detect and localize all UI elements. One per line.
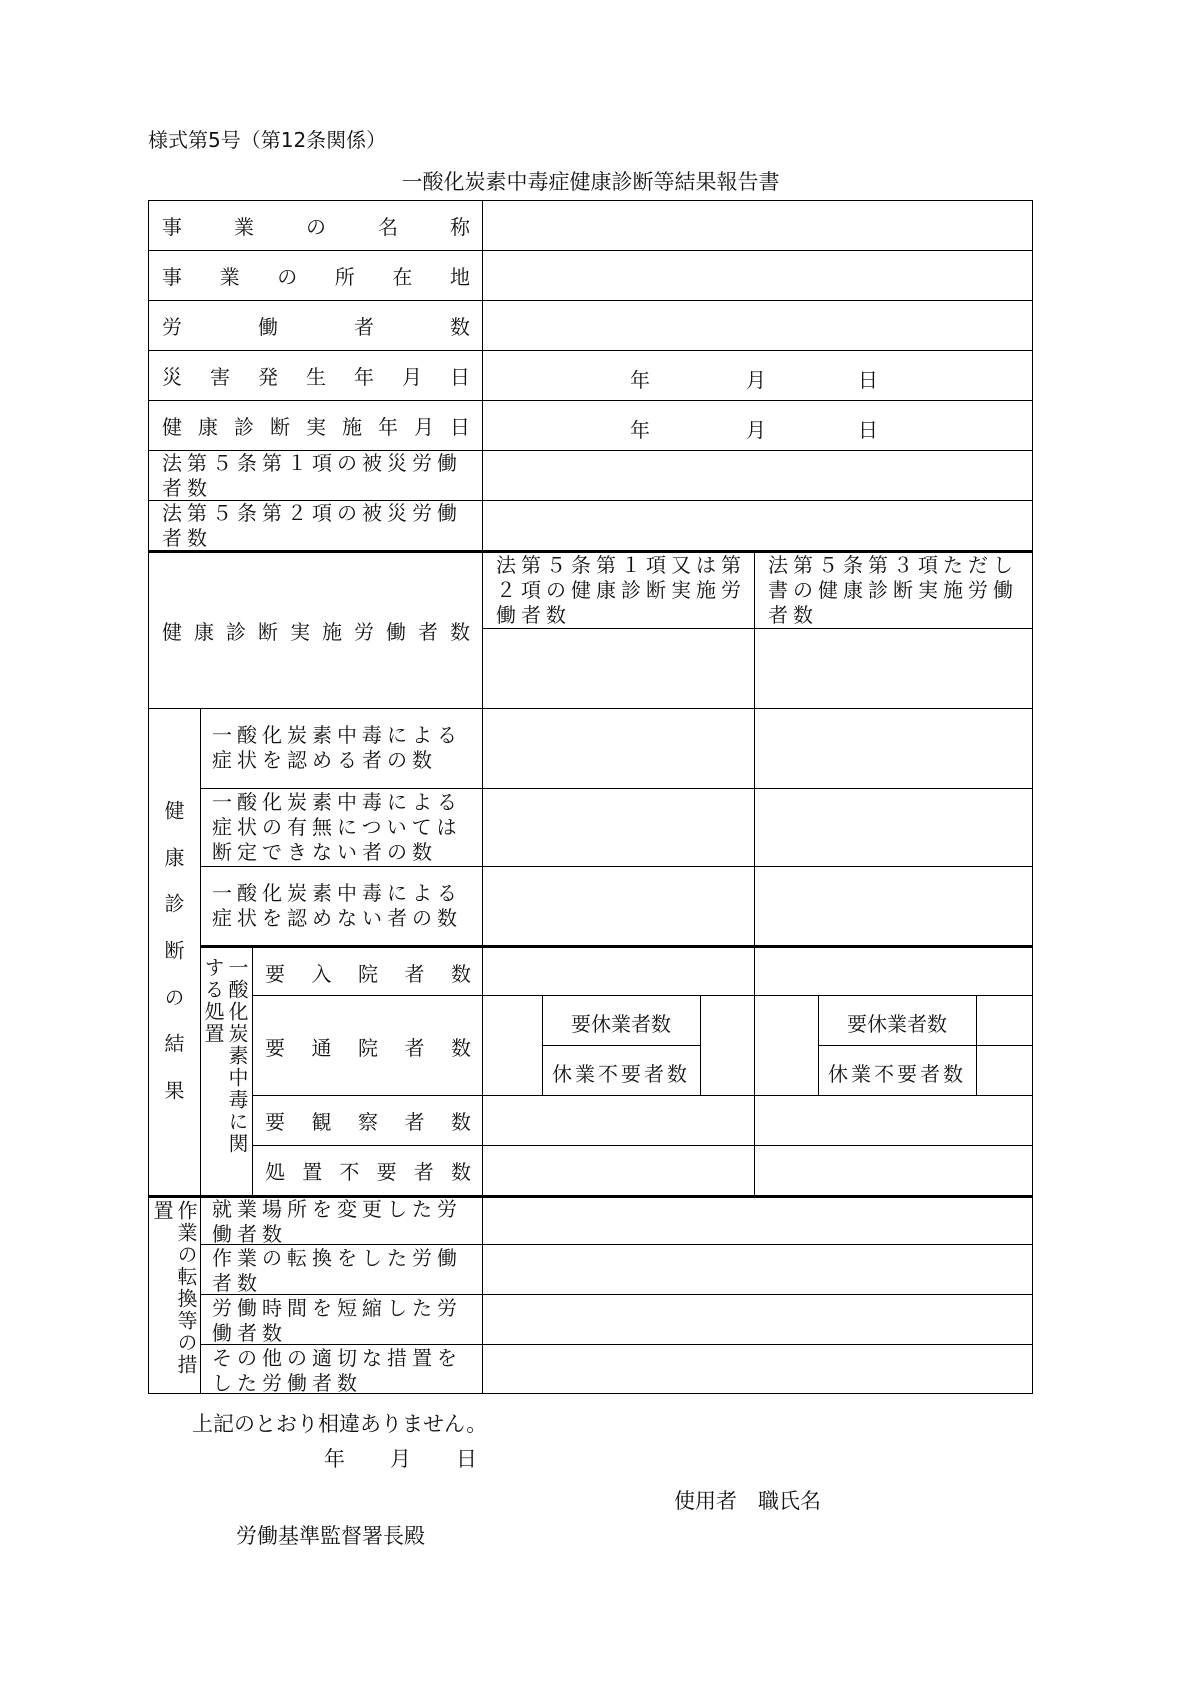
measures-group-label: 作業の転換等の措置: [150, 1200, 198, 1376]
exam-day: 日: [858, 418, 878, 442]
victims-art5-p1-label: 法第５条第１項の被災労働者数: [162, 451, 462, 500]
no-treatment-label: 処 置 不 要 者 数: [265, 1159, 471, 1184]
addressee: 労働基準監督署長殿: [236, 1524, 425, 1548]
footer-day: 日: [456, 1447, 477, 1471]
symptoms-yes-label: 一酸化炭素中毒による症状を認める者の数: [212, 723, 462, 772]
worker-count-label: 労 働 者 数: [162, 314, 470, 339]
disaster-date-label: 災 害 発 生 年 月 日: [162, 364, 470, 389]
observation-label: 要 観 察 者 数: [265, 1109, 471, 1134]
business-location-label: 事 業 の 所 在 地: [162, 264, 470, 289]
exam-month: 月: [746, 418, 766, 442]
page-title: 一酸化炭素中毒症健康診断等結果報告書: [401, 170, 780, 194]
employer-label: 使用者 職氏名: [674, 1489, 821, 1513]
footer-month: 月: [390, 1447, 411, 1471]
col-b-header: 法第５条第３項ただし書の健康診断実施労働者数: [768, 553, 1018, 627]
other-measures-label: その他の適切な措置をした労働者数: [212, 1346, 462, 1395]
workplace-changed-label: 就業場所を変更した労働者数: [212, 1197, 462, 1246]
leave-required-b: 要休業者数: [847, 1012, 947, 1036]
business-name-label: 事 業 の 名 称: [162, 214, 470, 239]
footer-year: 年: [324, 1447, 345, 1471]
declaration-text: 上記のとおり相違ありません。: [192, 1412, 488, 1436]
disaster-year: 年: [630, 368, 650, 392]
symptoms-undetermined-label: 一酸化炭素中毒による症状の有無については断定できない者の数: [212, 790, 462, 864]
hours-shortened-label: 労働時間を短縮した労働者数: [212, 1296, 462, 1345]
disaster-day: 日: [858, 368, 878, 392]
exam-date-label: 健 康 診 断 実 施 年 月 日: [162, 414, 470, 439]
symptoms-no-label: 一酸化炭素中毒による症状を認めない者の数: [212, 881, 462, 930]
leave-not-required-b: 休業不要者数: [828, 1062, 966, 1086]
exam-workers-label: 健 康 診 断 実 施 労 働 者 数: [162, 619, 470, 644]
form-number: 様式第5号（第12条関係）: [148, 128, 387, 152]
work-converted-label: 作業の転換をした労働者数: [212, 1246, 462, 1295]
leave-required-a: 要休業者数: [571, 1012, 671, 1036]
leave-not-required-a: 休業不要者数: [552, 1062, 690, 1086]
results-group-label: 健 康 診 断 の 結 果: [161, 800, 185, 1100]
outpatient-label: 要 通 院 者 数: [265, 1035, 471, 1060]
exam-year: 年: [630, 418, 650, 442]
col-a-header: 法第５条第１項又は第２項の健康診断実施労働者数: [496, 553, 746, 627]
victims-art5-p2-label: 法第５条第２項の被災労働者数: [162, 501, 462, 550]
hospitalization-label: 要 入 院 者 数: [265, 961, 471, 986]
disaster-month: 月: [746, 368, 766, 392]
treatment-group-label: 一酸化炭素中毒に関する処置: [201, 957, 249, 1155]
